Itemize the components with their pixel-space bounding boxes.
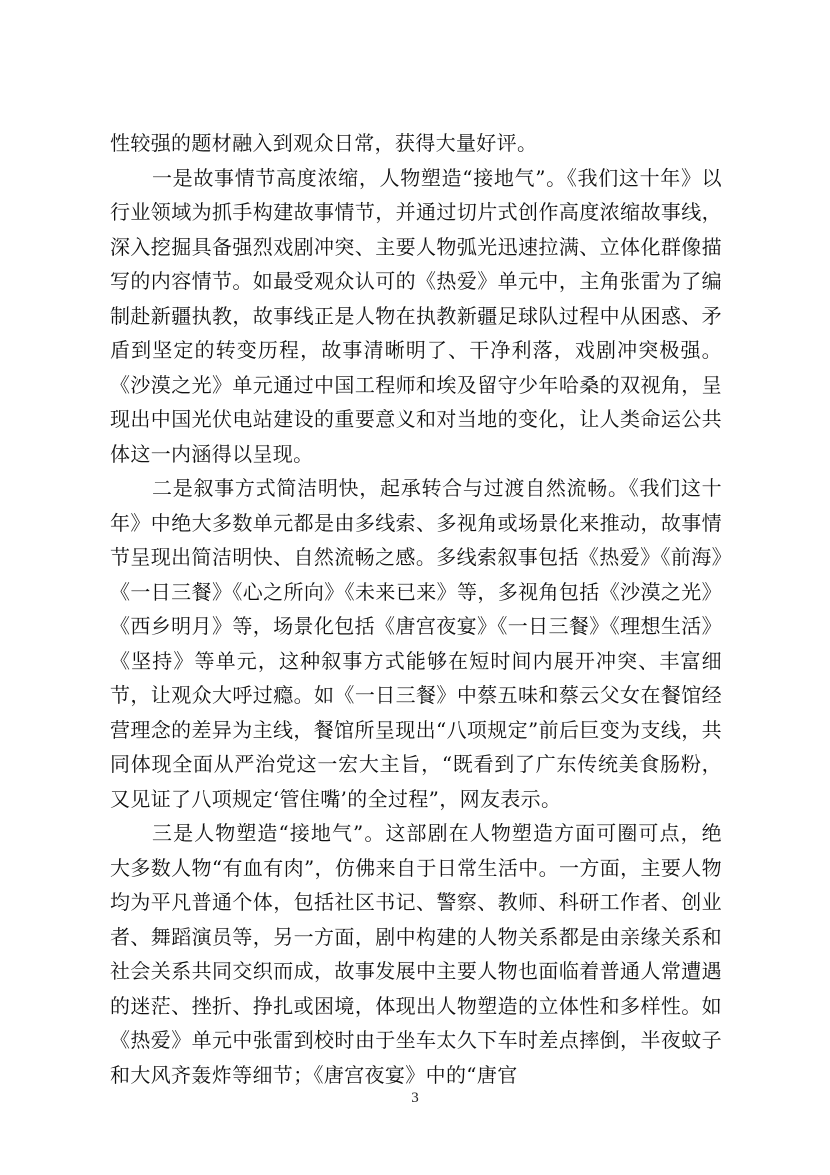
paragraph-character-building: 三是人物塑造“接地气”。这部剧在人物塑造方面可圈可点，绝大多数人物“有血有肉”，仿佛来自于日常生活中。一方面，主要人物均为平凡普通个体，包括社区书记、警察、教师、科研工作者、创业者、舞蹈演员等，另一方面，剧中构建的人物关系都是由亲缘关系和社会关系共同交织而成，故事发展中主要人物也面临着普通人常遭遇的迷茫、挫折、挣扎或困境，体现出人物塑造的立体性和多样性。如《热爱》单元中张雷到校时由于坐车太久下车时差点摔倒，半夜蚊子和大风齐轰炸等细节；《唐宫夜宴》中的“唐官 [110, 821, 722, 1087]
paragraph-story-plot: 一是故事情节高度浓缩，人物塑造“接地气”。《我们这十年》以行业领域为抓手构建故事情节，并通过切片式创作高度浓缩故事线，深入挖掘具备强烈戏剧冲突、主要人物弧光迅速拉满、立体化群像描写的内容情节。如最受观众认可的《热爱》单元中，主角张雷为了编制赴新疆执教，故事线正是人物在执教新疆足球队过程中从困惑、矛盾到坚定的转变历程，故事清晰明了、干净利落，戏剧冲突极强。《沙漠之光》单元通过中国工程师和埃及留守少年哈桑的双视角，呈现出中国光伏电站建设的重要意义和对当地的变化，让人类命运公共体这一内涵得以呈现。 [110, 165, 722, 466]
body-text [110, 126, 722, 1092]
page-number: 3 [411, 1090, 419, 1106]
paragraph-narrative-style: 二是叙事方式简洁明快，起承转合与过渡自然流畅。《我们这十年》中绝大多数单元都是由多线索、多视角或场景化来推动，故事情节呈现出简洁明快、自然流畅之感。多线索叙事包括《热爱》《前海》《一日三餐》《心之所向》《未来已来》等，多视角包括《沙漠之光》《西乡明月》等，场景化包括《唐宫夜宴》《一日三餐》《理想生活》《坚持》等单元，这种叙事方式能够在短时间内展开冲突、丰富细节，让观众大呼过瘾。如《一日三餐》中蔡五味和蔡云父女在餐馆经营理念的差异为主线，餐馆所呈现出“八项规定”前后巨变为支线，共同体现全面从严治党这一宏大主旨，“既看到了广东传统美食肠粉，又见证了八项规定‘管住嘴’的全过程”，网友表示。 [110, 476, 722, 811]
paragraph-continuation: 性较强的题材融入到观众日常，获得大量好评。 [110, 131, 538, 155]
